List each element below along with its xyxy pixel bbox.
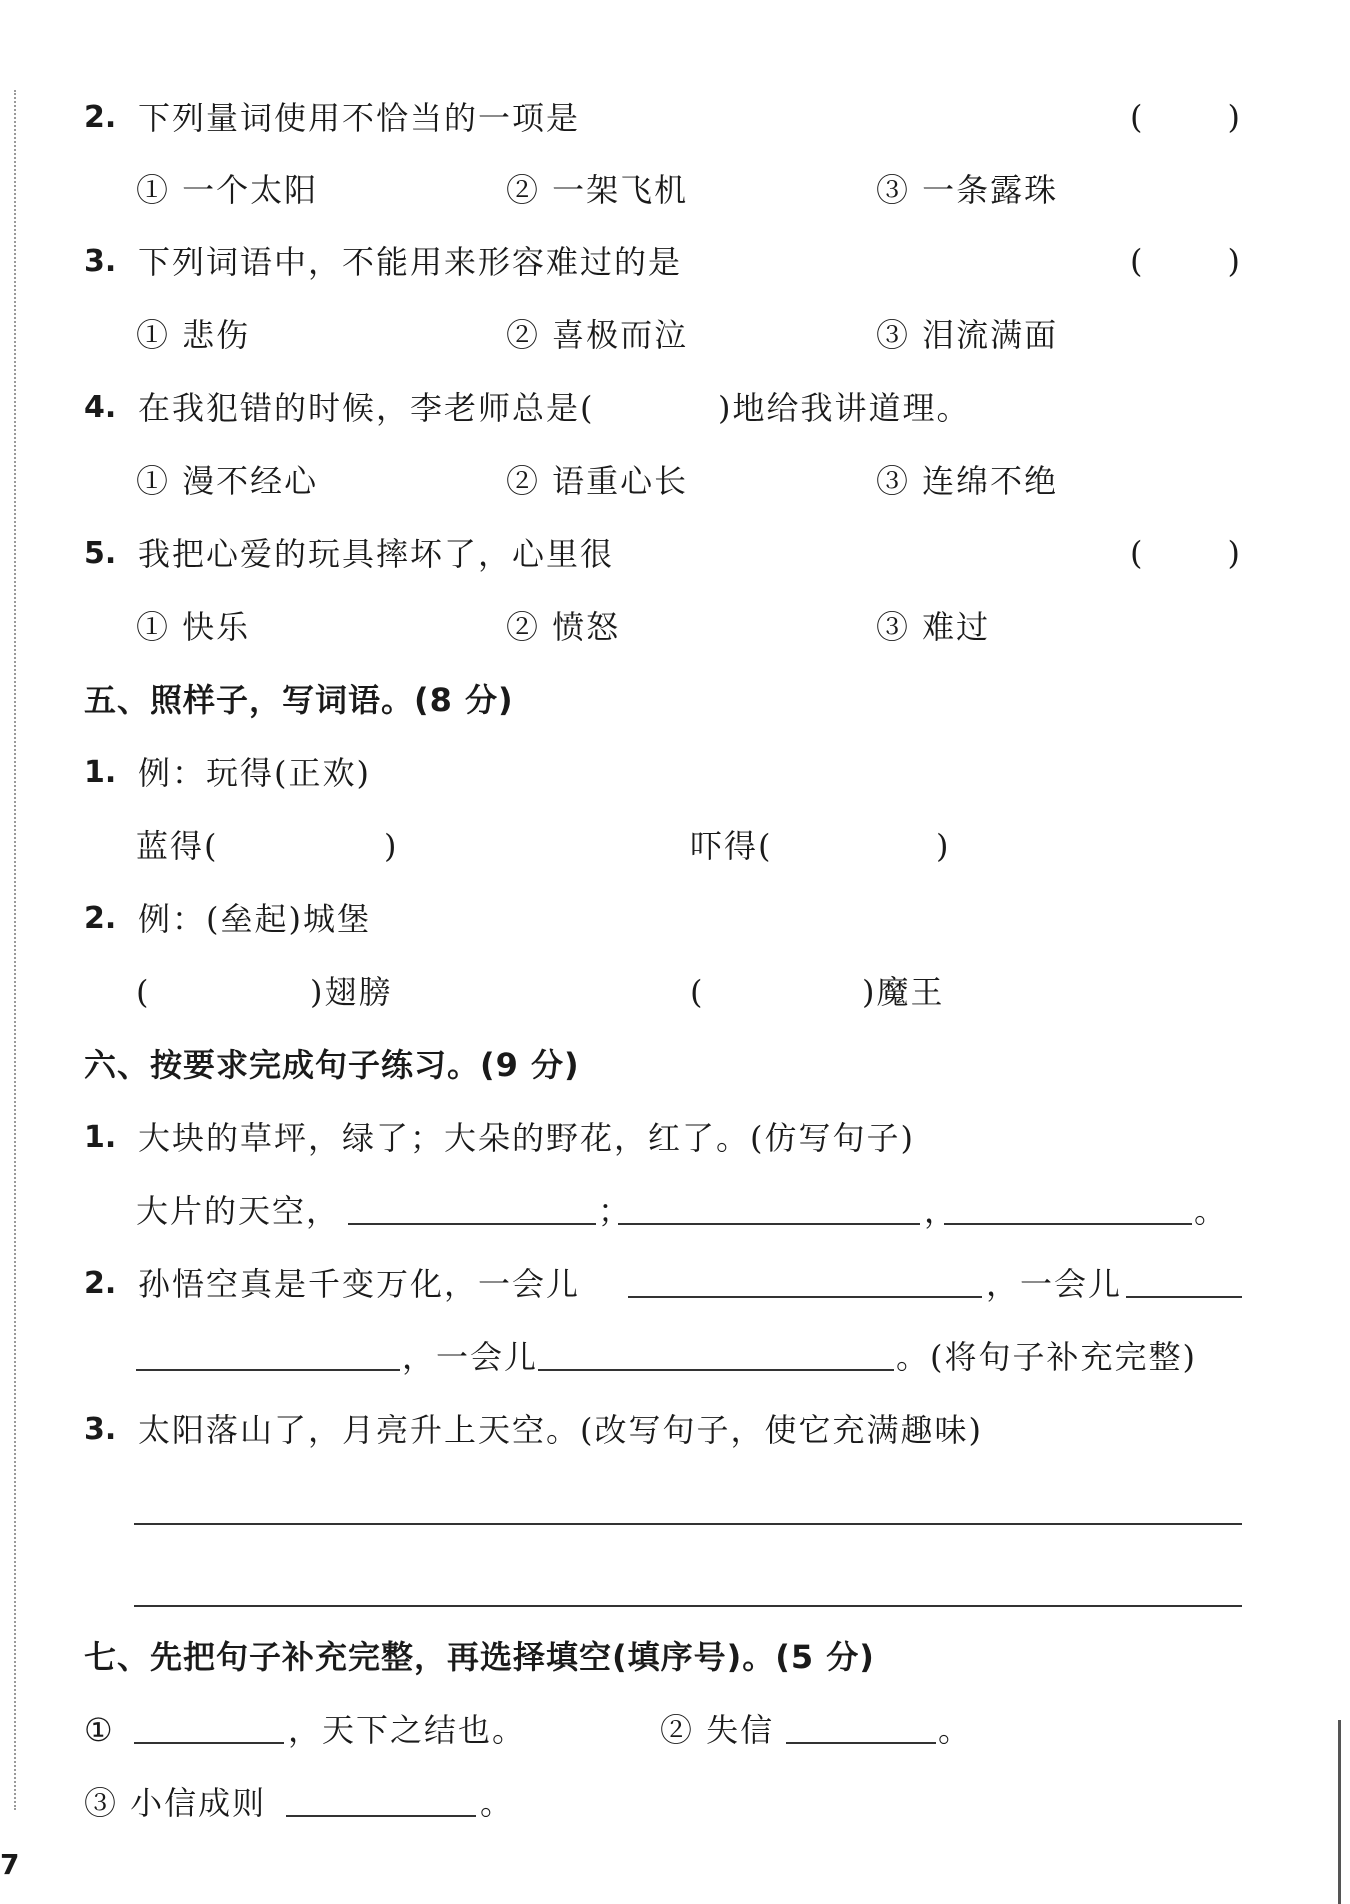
question-number: 3. <box>84 244 117 279</box>
question-text: 大块的草坪，绿了；大朵的野花，红了。(仿写句子) <box>138 1119 915 1157</box>
answer-blank[interactable] <box>136 1337 400 1371</box>
answer-blank[interactable] <box>348 1191 596 1225</box>
blank-suffix: )魔王 <box>862 973 945 1011</box>
answer-blank[interactable] <box>788 826 938 866</box>
answer-parentheses[interactable]: ( ) <box>1130 98 1240 136</box>
section-5-title: 五、照样子，写词语。(8 分) <box>84 681 514 719</box>
question-number: 1. <box>84 1120 117 1155</box>
separator: ，一会儿 <box>986 1265 1123 1303</box>
question-number: 1. <box>84 755 117 790</box>
question-number: 4. <box>84 390 117 425</box>
answer-blank[interactable] <box>944 1191 1192 1225</box>
section-7-title: 七、先把句子补充完整，再选择填空(填序号)。(5 分) <box>84 1638 875 1676</box>
answer-blank[interactable] <box>236 826 406 866</box>
option-1[interactable]: ① 一个太阳 <box>136 171 319 209</box>
option-3[interactable]: ③ 难过 <box>876 608 991 646</box>
question-number: 2. <box>84 100 117 135</box>
answer-blank[interactable] <box>538 1337 894 1371</box>
question-text: 下列词语中，不能用来形容难过的是 <box>138 243 683 281</box>
item-label: ③ 小信成则 <box>84 1784 267 1822</box>
option-3[interactable]: ③ 连绵不绝 <box>876 462 1059 500</box>
answer-blank[interactable] <box>714 972 864 1012</box>
sentence-end: 。(将句子补充完整) <box>896 1338 1197 1376</box>
question-number: 3. <box>84 1412 117 1447</box>
option-3[interactable]: ③ 一条露珠 <box>876 171 1059 209</box>
page-number: 7 <box>0 1848 20 1881</box>
question-text: 太阳落山了，月亮升上天空。(改写句子，使它充满趣味) <box>138 1411 983 1449</box>
separator: ； <box>598 1192 633 1230</box>
question-text-a: 在我犯错的时候，李老师总是( <box>138 389 595 427</box>
answer-blank[interactable] <box>618 1191 920 1225</box>
answer-parentheses[interactable]: ( ) <box>1130 242 1240 280</box>
question-text: 我把心爱的玩具摔坏了，心里很 <box>138 535 615 573</box>
sentence-start: 大片的天空， <box>136 1192 341 1230</box>
answer-blank[interactable] <box>160 972 310 1012</box>
answer-blank[interactable] <box>628 1264 982 1298</box>
item-number: ① <box>84 1711 115 1749</box>
answer-blank[interactable] <box>786 1710 936 1744</box>
question-number: 2. <box>84 1266 117 1301</box>
option-2[interactable]: ② 喜极而泣 <box>506 316 689 354</box>
blank-prefix: ( <box>690 973 705 1011</box>
option-2[interactable]: ② 一架飞机 <box>506 171 689 209</box>
option-1[interactable]: ① 快乐 <box>136 608 251 646</box>
answer-line[interactable] <box>134 1605 1242 1607</box>
answer-parentheses[interactable]: ( ) <box>1130 534 1240 572</box>
option-1[interactable]: ① 悲伤 <box>136 316 251 354</box>
blank-suffix: )翅膀 <box>310 973 393 1011</box>
blank-suffix: ) <box>384 827 399 865</box>
answer-line[interactable] <box>134 1523 1242 1525</box>
option-1[interactable]: ① 漫不经心 <box>136 462 319 500</box>
example-text: 例：玩得(正欢) <box>138 754 371 792</box>
question-text: 孙悟空真是千变万化，一会儿 <box>138 1265 581 1303</box>
question-text-b: )地给我讲道理。 <box>718 389 971 427</box>
question-number: 2. <box>84 901 117 936</box>
option-2[interactable]: ② 愤怒 <box>506 608 621 646</box>
blank-suffix: ) <box>936 827 951 865</box>
item-label: ② 失信 <box>660 1711 775 1749</box>
section-6-title: 六、按要求完成句子练习。(9 分) <box>84 1046 580 1084</box>
separator: ，一会儿 <box>402 1338 539 1376</box>
answer-blank[interactable] <box>286 1783 476 1817</box>
option-2[interactable]: ② 语重心长 <box>506 462 689 500</box>
blank-prefix: 吓得( <box>690 827 773 865</box>
binding-margin-line <box>14 90 16 1810</box>
separator: ， <box>924 1192 959 1230</box>
item-text: ，天下之结也。 <box>288 1711 527 1749</box>
question-number: 5. <box>84 536 117 571</box>
answer-blank[interactable] <box>134 1710 284 1744</box>
page-edge-line <box>1338 1720 1341 1904</box>
sentence-end: 。 <box>1194 1192 1229 1230</box>
answer-blank[interactable] <box>1126 1264 1242 1298</box>
item-end: 。 <box>480 1784 515 1822</box>
item-end: 。 <box>938 1711 973 1749</box>
question-text: 下列量词使用不恰当的一项是 <box>138 99 581 137</box>
blank-prefix: ( <box>136 973 151 1011</box>
option-3[interactable]: ③ 泪流满面 <box>876 316 1059 354</box>
example-text: 例：(垒起)城堡 <box>138 900 371 938</box>
blank-prefix: 蓝得( <box>136 827 219 865</box>
